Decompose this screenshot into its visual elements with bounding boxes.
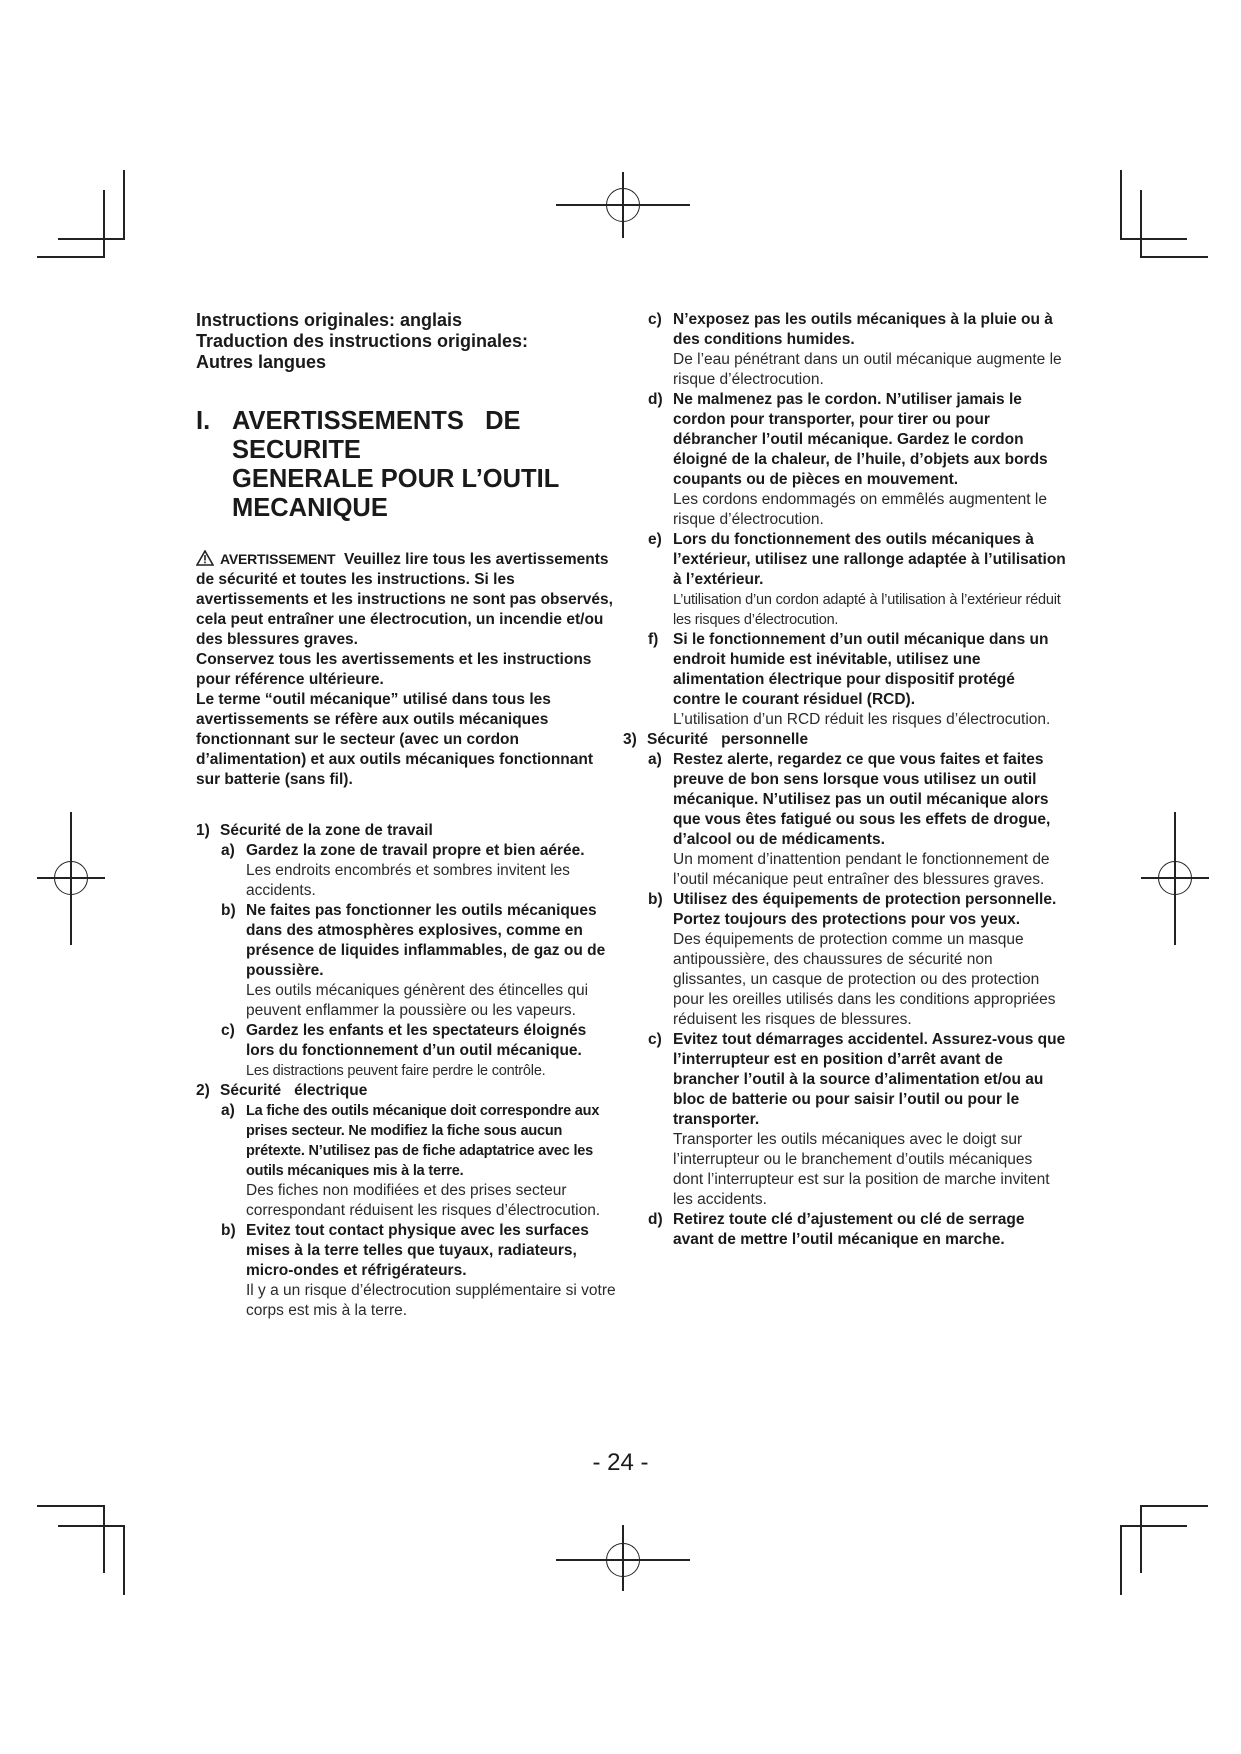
item-text: Il y a un risque d’électrocution supplémentaire si votre corps est mis à la terre.	[246, 1282, 616, 1319]
item-text: De l’eau pénétrant dans un outil mécanique augmente le risque d’électrocution.	[673, 351, 1062, 388]
list-item: b) Evitez tout contact physique avec les surfaces mises à la terre telles que tuyaux, radiateurs, micro-ondes et réfrigérateurs. Il y a un risque d’électrocution supplémentaire si votre corps est mis à la terre.	[221, 1222, 616, 1319]
item-text: Un moment d’inattention pendant le fonctionnement de l’outil mécanique peut entraîner des blessures graves.	[673, 851, 1050, 888]
warning-block	[196, 549, 616, 790]
warning-paragraph-3: Le terme “outil mécanique” utilisé dans tous les avertissements se réfère aux outils mécaniques fonctionnant sur le secteur (avec un cordon d’alimentation) et aux outils mécaniques fonctionnant sur batterie (sans fil).	[196, 691, 594, 788]
list-item: c) Evitez tout démarrages accidentel. Assurez-vous que l’interrupteur est en position d’arrêt avant de brancher l’outil à la source d’alimentation et/ou au bloc de batterie ou pour saisir l’outil ou pour le transporter. Transporter les outils mécaniques avec le doigt sur l’interrupteur ou le branchement d’outils mécaniques dont l’interrupteur est sur la position de marche invitent les accidents.	[648, 1031, 1066, 1208]
list-item: a) Gardez la zone de travail propre et bien aérée. Les endroits encombrés et sombres invitent les accidents.	[221, 841, 616, 901]
list-item: d) Ne malmenez pas le cordon. N’utiliser jamais le cordon pour transporter, pour tirer ou pour débrancher l’outil mécanique. Gardez le cordon éloigné de la chaleur, de l’huile, d’objets aux bords coupants ou de pièces en mouvement. Les cordons endommagés on emmêlés augmentent le risque d’électrocution.	[648, 390, 1066, 530]
page-number: - 24 -	[592, 1449, 649, 1476]
list-item: c) N’exposez pas les outils mécaniques à la pluie ou à des conditions humides. De l’eau pénétrant dans un outil mécanique augmente le risque d’électrocution.	[648, 310, 1066, 390]
item-title: Si le fonctionnement d’un outil mécanique dans un endroit humide est inévitable, utilisez une alimentation électrique pour dispositif protégé contre le courant résiduel (RCD).	[673, 631, 1049, 708]
item-text: Les outils mécaniques génèrent des étincelles qui peuvent enflammer la poussière ou les vapeurs.	[246, 982, 589, 1019]
list-item: d) Retirez toute clé d’ajustement ou clé de serrage avant de mettre l’outil mécanique en marche.	[648, 1210, 1066, 1250]
section-electrical	[196, 1081, 616, 1321]
item-title: Evitez tout démarrages accidentel. Assurez-vous que l’interrupteur est en position d’arrêt avant de brancher l’outil à la source d’alimentation et/ou au bloc de batterie ou pour saisir l’outil ou pour le transporter.	[673, 1031, 1066, 1128]
item-text: Les cordons endommagés on emmêlés augmentent le risque d’électrocution.	[673, 491, 1047, 528]
document-header	[196, 310, 616, 373]
list-item: b) Utilisez des équipements de protection personnelle. Portez toujours des protections pour vos yeux. Des équipements de protection comme un masque antipoussière, des chaussures de sécurité non glissantes, un casque de protection ou des protection pour les oreilles utilisés dans les conditions appropriées réduisent les risques de blessures.	[648, 890, 1066, 1030]
section-number: 3)	[623, 731, 637, 748]
section-title: Sécurité électrique	[220, 1082, 368, 1099]
warning-paragraph-2: Conservez tous les avertissements et les instructions pour référence ultérieure.	[196, 651, 592, 688]
main-heading-line: SECURITE	[232, 436, 361, 464]
section-number: 2)	[196, 1082, 210, 1099]
item-text: Des équipements de protection comme un masque antipoussière, des chaussures de sécurité non glissantes, un casque de protection ou des protection pour les oreilles utilisés dans les conditions appropriées réduisent les risques de blessures.	[673, 931, 1056, 1028]
section-title: Sécurité de la zone de travail	[220, 822, 433, 839]
section-title: Sécurité personnelle	[647, 731, 809, 748]
left-column	[196, 310, 616, 1321]
item-text: Transporter les outils mécaniques avec le doigt sur l’interrupteur ou le branchement d’outils mécaniques dont l’interrupteur est sur la position de marche invitent les accidents.	[673, 1131, 1050, 1208]
list-item: a) La fiche des outils mécanique doit correspondre aux prises secteur. Ne modifiez la fiche sous aucun prétexte. N’utilisez pas de fiche adaptatrice avec les outils mécaniques mis à la terre. Des fiches non modifiées et des prises secteur correspondant réduisent les risques d’électrocution.	[221, 1101, 616, 1221]
right-column	[623, 310, 1066, 1250]
header-line-3: Autres langues	[196, 352, 327, 372]
list-item: c) Gardez les enfants et les spectateurs éloignés lors du fonctionnement d’un outil mécanique. Les distractions peuvent faire perdre le contrôle.	[221, 1021, 616, 1081]
main-heading-line: MECANIQUE	[232, 494, 388, 522]
item-text: L’utilisation d’un RCD réduit les risques d’électrocution.	[673, 711, 1051, 728]
list-item: b) Ne faites pas fonctionner les outils mécaniques dans des atmosphères explosives, comme en présence de liquides inflammables, de gaz ou de poussière. Les outils mécaniques génèrent des étincelles qui peuvent enflammer la poussière ou les vapeurs.	[221, 901, 616, 1021]
section-work-area	[196, 821, 616, 1081]
item-title: N’exposez pas les outils mécaniques à la pluie ou à des conditions humides.	[673, 311, 1053, 348]
main-heading-line: AVERTISSEMENTS DE	[232, 407, 521, 435]
list-item: e) Lors du fonctionnement des outils mécaniques à l’extérieur, utilisez une rallonge adaptée à l’utilisation à l’extérieur. L’utilisation d’un cordon adapté à l’utilisation à l’extérieur réduit les risques d’électrocution.	[648, 531, 1066, 628]
item-title: Lors du fonctionnement des outils mécaniques à l’extérieur, utilisez une rallonge adaptée à l’utilisation à l’extérieur.	[673, 531, 1066, 588]
item-title: Gardez la zone de travail propre et bien aérée.	[246, 842, 585, 859]
list-item: a) Restez alerte, regardez ce que vous faites et faites preuve de bon sens lorsque vous utilisez un outil mécanique. N’utilisez pas un outil mécanique alors que vous êtes fatigué ou sous les effets de drogue, d’alcool ou de médicaments. Un moment d’inattention pendant le fonctionnement de l’outil mécanique peut entraîner des blessures graves.	[648, 750, 1066, 890]
warning-label: AVERTISSEMENT	[220, 551, 336, 567]
item-title: Evitez tout contact physique avec les surfaces mises à la terre telles que tuyaux, radiateurs, micro-ondes et réfrigérateurs.	[246, 1222, 589, 1279]
header-line-2: Traduction des instructions originales:	[196, 331, 529, 351]
item-text: Les distractions peuvent faire perdre le contrôle.	[246, 1063, 546, 1079]
item-title: Ne malmenez pas le cordon. N’utiliser jamais le cordon pour transporter, pour tirer ou pour débrancher l’outil mécanique. Gardez le cordon éloigné de la chaleur, de l’huile, d’objets aux bords coupants ou de pièces en mouvement.	[673, 391, 1048, 488]
item-title: Ne faites pas fonctionner les outils mécaniques dans des atmosphères explosives, comme en présence de liquides inflammables, de gaz ou de poussière.	[246, 902, 606, 979]
item-text: Des fiches non modifiées et des prises secteur correspondant réduisent les risques d’électrocution.	[246, 1182, 601, 1219]
header-line-1: Instructions originales: anglais	[196, 310, 463, 330]
warning-triangle-icon	[196, 550, 214, 566]
item-title: Gardez les enfants et les spectateurs éloignés lors du fonctionnement d’un outil mécanique.	[246, 1022, 587, 1059]
item-title: La fiche des outils mécanique doit correspondre aux prises secteur. Ne modifiez la fiche sous aucun prétexte. N’utilisez pas de fiche adaptatrice avec les outils mécaniques mis à la terre.	[246, 1103, 600, 1179]
section-number: 1)	[196, 822, 210, 839]
item-text: L’utilisation d’un cordon adapté à l’utilisation à l’extérieur réduit les risques d’électrocution.	[673, 592, 1061, 628]
section-personal	[623, 730, 1066, 1250]
list-item: f) Si le fonctionnement d’un outil mécanique dans un endroit humide est inévitable, utilisez une alimentation électrique pour dispositif protégé contre le courant résiduel (RCD). L’utilisation d’un RCD réduit les risques d’électrocution.	[648, 630, 1066, 730]
item-text: Les endroits encombrés et sombres invitent les accidents.	[246, 862, 570, 899]
item-title: Retirez toute clé d’ajustement ou clé de serrage avant de mettre l’outil mécanique en marche.	[673, 1211, 1025, 1248]
warning-paragraph-1: Veuillez lire tous les avertissements de sécurité et toutes les instructions. Si les avertissements et les instructions ne sont pas observés, cela peut entraîner une électrocution, un incendie et/ou des blessures graves.	[196, 551, 613, 648]
main-heading-line: GENERALE POUR L’OUTIL	[232, 465, 560, 493]
main-heading	[196, 407, 616, 523]
main-heading-number: I.	[196, 407, 211, 435]
item-title: Restez alerte, regardez ce que vous faites et faites preuve de bon sens lorsque vous utilisez un outil mécanique. N’utilisez pas un outil mécanique alors que vous êtes fatigué ou sous les effets de drogue, d’alcool ou de médicaments.	[673, 751, 1051, 848]
item-title: Utilisez des équipements de protection personnelle. Portez toujours des protections pour vos yeux.	[673, 891, 1057, 928]
